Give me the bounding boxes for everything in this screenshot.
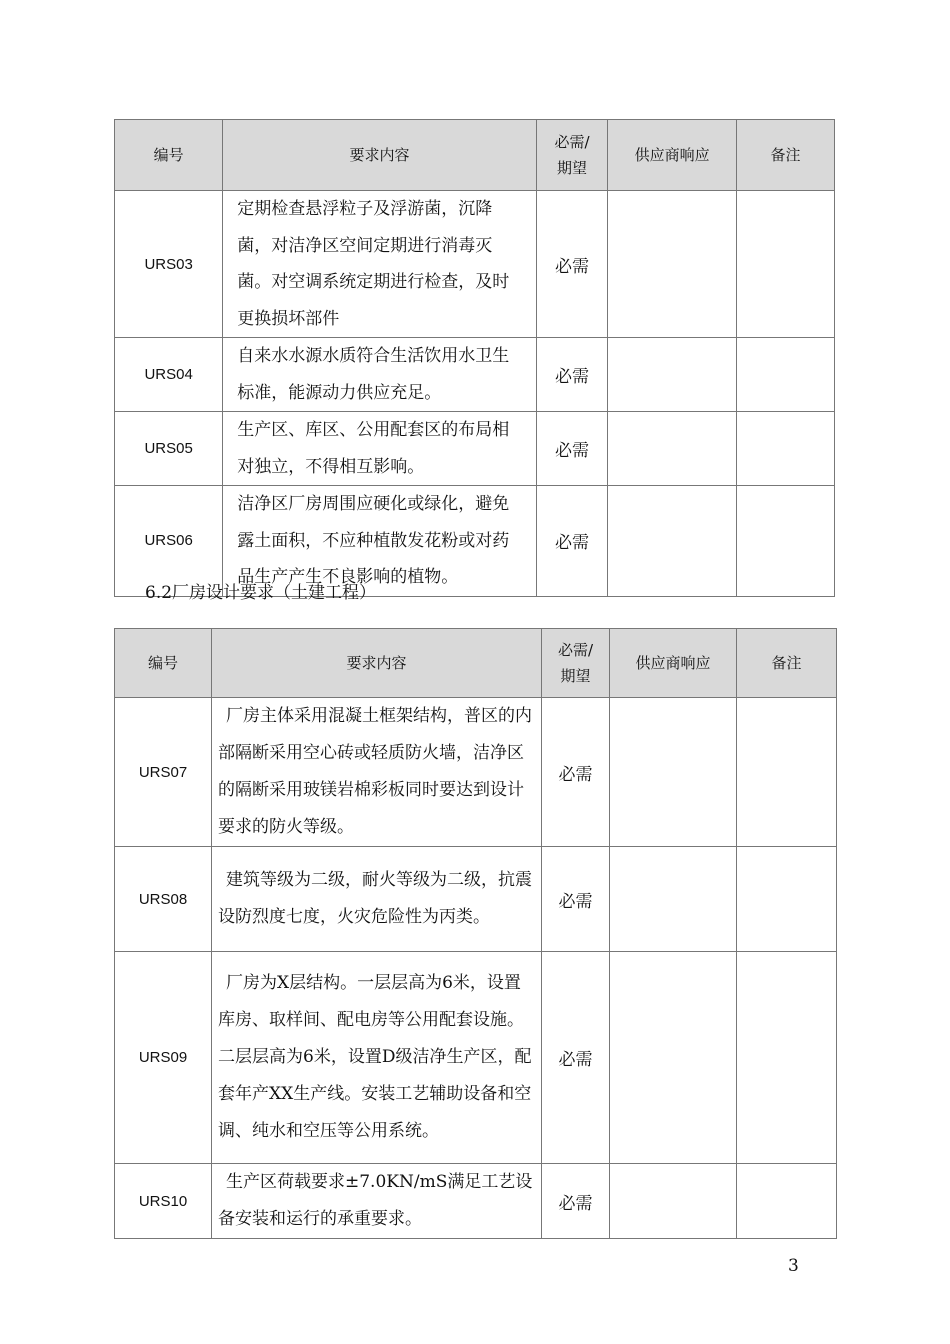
table-row [115, 952, 837, 1164]
header-remarks: 备注 [736, 120, 834, 191]
row-content: 洁净区厂房周围应硬化或绿化，避免露土面积，不应种植散发花粉或对药品生产产生不良影响的植物。 [223, 486, 537, 597]
row-required: 必需 [542, 847, 610, 952]
row-id: URS03 [115, 191, 223, 338]
row-supplier-response [610, 952, 737, 1164]
header-remarks: 备注 [737, 629, 837, 698]
table-header-row [115, 629, 837, 698]
row-content: 定期检查悬浮粒子及浮游菌，沉降菌，对洁净区空间定期进行消毒灭菌。对空调系统定期进行检查，及时更换损坏部件 [223, 191, 537, 338]
row-content: 厂房主体采用混凝土框架结构，普区的内部隔断采用空心砖或轻质防火墙，洁净区的隔断采用玻镁岩棉彩板同时要达到设计要求的防火等级。 [212, 698, 542, 847]
table-row [115, 698, 837, 847]
section-title: 6.2厂房设计要求（土建工程） [145, 583, 377, 603]
row-required: 必需 [542, 1164, 610, 1239]
row-content: 建筑等级为二级，耐火等级为二级，抗震设防烈度七度，火灾危险性为丙类。 [212, 847, 542, 952]
requirements-table-2 [114, 628, 837, 1239]
table-row [115, 1164, 837, 1239]
row-remarks [737, 847, 837, 952]
header-id: 编号 [115, 120, 223, 191]
row-required: 必需 [536, 412, 607, 486]
header-supplier-response: 供应商响应 [610, 629, 737, 698]
row-remarks [736, 412, 834, 486]
row-content: 厂房为X层结构。一层层高为6米，设置库房、取样间、配电房等公用配套设施。二层层高为6米，设置D级洁净生产区，配套年产XX生产线。安装工艺辅助设备和空调、纯水和空压等公用系统。 [212, 952, 542, 1164]
row-id: URS07 [115, 698, 212, 847]
row-id: URS10 [115, 1164, 212, 1239]
header-content: 要求内容 [212, 629, 542, 698]
row-content: 生产区荷载要求±7.0KN/mS满足工艺设备安装和运行的承重要求。 [212, 1164, 542, 1239]
table-row [115, 412, 835, 486]
page-number: 3 [788, 1256, 799, 1276]
header-required: 必需/ 期望 [542, 629, 610, 698]
row-supplier-response [610, 698, 737, 847]
row-content: 自来水水源水质符合生活饮用水卫生标准，能源动力供应充足。 [223, 338, 537, 412]
row-supplier-response [610, 1164, 737, 1239]
row-id: URS05 [115, 412, 223, 486]
row-required: 必需 [536, 191, 607, 338]
row-remarks [737, 1164, 837, 1239]
row-content: 生产区、库区、公用配套区的布局相对独立，不得相互影响。 [223, 412, 537, 486]
row-required: 必需 [542, 698, 610, 847]
table-row [115, 847, 837, 952]
row-remarks [736, 191, 834, 338]
table-row [115, 191, 835, 338]
table-header-row [115, 120, 835, 191]
row-remarks [736, 338, 834, 412]
row-supplier-response [608, 486, 737, 597]
row-supplier-response [608, 191, 737, 338]
header-required: 必需/ 期望 [536, 120, 607, 191]
row-supplier-response [608, 412, 737, 486]
row-remarks [737, 698, 837, 847]
row-remarks [737, 952, 837, 1164]
row-remarks [736, 486, 834, 597]
requirements-table-1 [114, 119, 835, 597]
table-row [115, 338, 835, 412]
row-id: URS08 [115, 847, 212, 952]
header-content: 要求内容 [223, 120, 537, 191]
row-supplier-response [610, 847, 737, 952]
row-supplier-response [608, 338, 737, 412]
row-id: URS06 [115, 486, 223, 597]
row-required: 必需 [536, 338, 607, 412]
row-required: 必需 [542, 952, 610, 1164]
row-id: URS09 [115, 952, 212, 1164]
row-id: URS04 [115, 338, 223, 412]
header-supplier-response: 供应商响应 [608, 120, 737, 191]
header-id: 编号 [115, 629, 212, 698]
row-required: 必需 [536, 486, 607, 597]
